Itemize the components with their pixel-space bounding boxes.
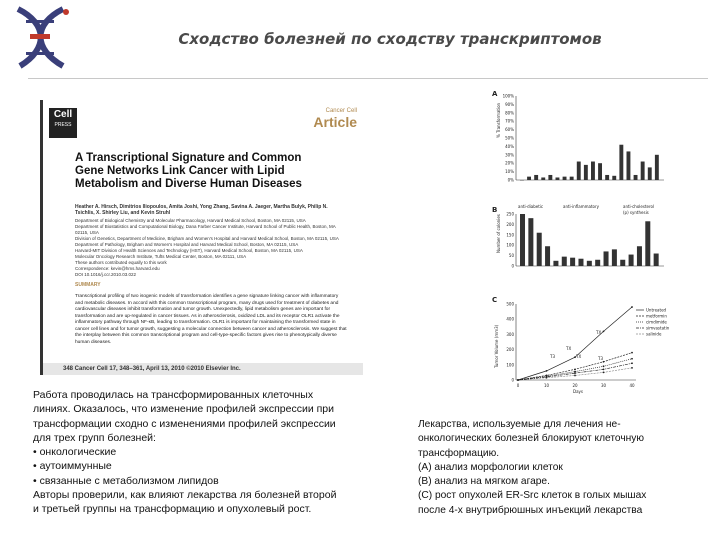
c-xtick: 40 — [629, 383, 635, 388]
text-line: Авторы проверили, как влияют лекарства ля болезней второй — [33, 489, 337, 502]
text-line: (В) анализ на мягком агаре. — [418, 476, 550, 488]
affiliation: Department of Pathology, Brigham and Women's Hospital and Harvard Medical School, Boston, MA 02115, USA — [75, 242, 299, 247]
a-ytick: 80% — [505, 110, 514, 116]
text-line: • связанные с метаболизмом липидов — [33, 474, 219, 487]
text-line: после 4-х внутрибрюшных инъекций лекарства — [418, 504, 643, 516]
c-ytick: 100 — [506, 362, 514, 368]
b-bar — [629, 255, 634, 266]
affiliation: These authors contributed equally to this work — [75, 260, 167, 265]
paper-title-line: Gene Networks Link Cancer with Lipid — [75, 165, 285, 177]
paper-title — [75, 152, 345, 191]
c-point — [546, 370, 548, 372]
text-line: (А) анализ морфологии клеток — [418, 461, 563, 473]
a-bar — [577, 162, 581, 180]
c-annotation: TX — [596, 330, 602, 335]
c-point — [603, 368, 605, 370]
a-bar — [605, 175, 609, 180]
a-bar — [612, 176, 616, 180]
text-line: и третьей группы на трансформацию и опухолевый рост. — [33, 503, 312, 516]
c-ytick: 0 — [511, 377, 514, 383]
a-ytick: 40% — [505, 143, 514, 149]
a-group-label: anti-cholesterol — [623, 204, 655, 209]
paper-image — [40, 100, 363, 375]
title-divider — [28, 78, 708, 79]
c-xtick: 10 — [543, 383, 550, 388]
a-ytick: 100% — [502, 93, 514, 99]
a-ytick: 30% — [505, 152, 514, 158]
panel-a-label: A — [492, 90, 498, 98]
publisher-sub-text: PRESS — [54, 122, 72, 128]
a-bar — [655, 155, 659, 180]
c-point — [603, 330, 605, 332]
c-point — [631, 352, 633, 354]
a-bar — [598, 163, 602, 180]
a-ytick: 60% — [505, 127, 514, 133]
b-bar — [637, 246, 642, 266]
b-bar — [570, 258, 575, 266]
paper-title-line: Metabolism and Diverse Human Diseases — [75, 178, 302, 190]
a-bar — [641, 162, 645, 180]
text-line: трансформации сходно с изменениями профилей экспрессии — [33, 417, 336, 430]
panel-b-label: B — [492, 206, 498, 214]
a-bar — [541, 177, 545, 180]
c-point — [603, 372, 605, 374]
affiliation: Department of Biological Chemistry and Molecular Pharmacology, Harvard Medical School, Boston, MA 02115, USA — [75, 218, 306, 223]
text-line: линиях. Оказалось, что изменение профилей экспрессии при — [33, 403, 334, 416]
a-bar — [627, 151, 631, 180]
b-ylabel: Number of colonies — [496, 214, 501, 253]
a-ytick: 10% — [505, 169, 514, 175]
a-group-label: anti-inflammatory — [563, 204, 599, 209]
slide-title: Сходство болезней по сходству транскриптомов — [178, 30, 602, 48]
b-bar — [604, 251, 609, 266]
a-bar — [570, 177, 574, 180]
text-line: • аутоиммунные — [33, 460, 112, 473]
b-bar — [620, 260, 625, 266]
article-type: Article — [313, 114, 357, 130]
b-ytick: 250 — [506, 211, 514, 217]
c-xlabel: Days — [573, 389, 583, 394]
a-bar — [648, 167, 652, 180]
b-bar — [595, 260, 600, 266]
journal-name: Cancer Cell — [325, 108, 357, 114]
a-bar — [584, 165, 588, 180]
panel-c-label: C — [492, 296, 498, 304]
c-annotation: T3 — [550, 354, 555, 359]
a-bar — [619, 145, 623, 180]
b-bar — [537, 233, 542, 266]
c-point — [574, 375, 576, 377]
c-xtick: 30 — [600, 383, 607, 388]
a-ytick: 70% — [505, 118, 514, 124]
authors-line: Heather A. Hirsch, Dimitrios Iliopoulos, Amita Joshi, Yong Zhang, Savina A. Jaeger, Martha Bulyk, Philip N. Tsichlis, X. Shirley Liu, and Kevin Struhl — [75, 204, 328, 216]
a-ytick: 20% — [505, 160, 514, 166]
affiliation: Molecular Oncology Research Institute, Tufts Medical Center, Boston, MA 02111, USA — [75, 254, 247, 259]
affiliation: Correspondence: kevin@hms.harvard.edu — [75, 266, 160, 271]
a-bar — [634, 175, 638, 180]
figure-panels — [478, 88, 684, 398]
c-legend-label: metformin — [646, 313, 667, 319]
c-ytick: 500 — [506, 301, 514, 307]
c-point — [546, 377, 548, 379]
c-xtick: 0 — [516, 383, 520, 388]
paper-title-line: A Transcriptional Signature and Common — [75, 152, 302, 164]
c-annotation: TX — [566, 346, 572, 351]
a-group-label: anti-diabetic — [518, 204, 544, 209]
c-ytick: 200 — [506, 347, 514, 353]
a-bar — [563, 177, 567, 180]
b-bar — [645, 221, 650, 266]
text-line: • онкологические — [33, 446, 117, 459]
summary-heading: SUMMARY — [75, 282, 101, 288]
publisher-logo-text: Cell — [53, 109, 73, 120]
c-xtick: 20 — [572, 383, 578, 388]
cell-press-logo — [49, 108, 77, 138]
b-bar — [578, 259, 583, 266]
c-point — [574, 372, 576, 374]
c-point — [603, 361, 605, 363]
a-group-label: (p) synthesis — [623, 210, 649, 215]
b-bar — [520, 214, 525, 266]
c-annotation: T3 — [598, 356, 603, 361]
b-bar — [654, 254, 659, 266]
right-description — [418, 418, 708, 518]
text-line: Лекарства, используемые для лечения не- — [418, 419, 621, 430]
c-point — [631, 306, 633, 308]
journal-header — [313, 108, 357, 130]
affiliation: Division of Genetics, Department of Medicine, Brigham and Women's Hospital and Harvard Medical School, Boston, MA 02115, USA — [75, 236, 339, 241]
c-point — [603, 365, 605, 367]
b-bar — [528, 218, 533, 266]
text-line: онкологических болезней блокируют клеточную — [418, 433, 645, 445]
b-bar — [545, 246, 550, 266]
paper-footer: 348 Cancer Cell 17, 348–361, April 13, 2010 ©2010 Elsevier Inc. — [43, 363, 363, 375]
dna-logo-icon — [8, 4, 78, 70]
text-line: для трех групп болезней: — [33, 431, 156, 444]
left-description — [33, 388, 393, 517]
affiliation: Harvard-MIT Division of Health Sciences and Technology (HST), Harvard Medical School, Boston, MA 02115, USA — [75, 248, 303, 253]
b-bar — [553, 261, 558, 266]
c-point — [631, 362, 633, 364]
figure-svg — [478, 88, 684, 398]
paper-authors — [75, 204, 345, 278]
b-bar — [612, 249, 617, 266]
c-ytick: 300 — [506, 331, 514, 337]
a-ylabel: % Transformation — [496, 102, 501, 138]
a-bar — [534, 175, 538, 180]
a-bar — [556, 177, 560, 180]
a-ytick: 90% — [505, 101, 514, 107]
b-bar — [562, 257, 567, 266]
b-bar — [587, 261, 592, 266]
c-point — [574, 368, 576, 370]
affiliation: DOI 10.1016/j.ccr.2010.03.022 — [75, 272, 137, 277]
affiliation: Department of Biostatistics and Computational Biology, Dana Farber Cancer Institute, Harvard School of Public Health, Boston, MA 02115, USA — [75, 224, 336, 235]
b-ytick: 0 — [511, 263, 514, 269]
a-ytick: 50% — [505, 135, 514, 141]
c-point — [631, 358, 633, 360]
b-ytick: 50 — [508, 253, 514, 259]
c-point — [631, 367, 633, 369]
a-bar — [527, 177, 531, 180]
a-bar — [591, 162, 595, 180]
text-line: трансформацию. — [418, 447, 500, 459]
c-annotation: TX — [576, 354, 582, 359]
a-bar — [548, 175, 552, 180]
b-ytick: 100 — [506, 242, 514, 248]
c-ytick: 400 — [506, 316, 514, 322]
summary-text: Transcriptional profiling of two isogenic models of transformation identifies a gene signature linking cancer with inflammatory and metabolic diseases. In accord with this common transcriptional program, many drugs used for treatment of diabetes and cardiovascular diseases inhibit transformation and tumor growth. Unexpectedly, lipid metabolism genes are important for transformation and are up-regulated in cancer tissues. As in atherosclerosis, oxidized LDL and its receptor OLR1 activate the inflammatory pathway through NF-κB, leading to transformation. OLR1 is important for maintaining the transformed state in cancer cell lines and for tumor growth, suggesting a molecular connection between cancer and atherosclerosis. We suggest that the interplay between this common transcriptional program and cell-type-specific factors gives rise to phenotypically diverse human diseases. — [75, 294, 347, 345]
c-point — [517, 379, 519, 381]
c-ylabel: Tumor Volume (mm3) — [494, 324, 499, 368]
c-legend-label: simvastatin — [646, 325, 670, 331]
text-line: Работа проводилась на трансформированных клеточных — [33, 389, 314, 401]
text-line: (С) рост опухолей ER-Src клеток в голых мышах — [418, 490, 647, 502]
c-legend-label: salinide — [646, 331, 662, 337]
c-legend-label: Untreated — [646, 307, 667, 313]
a-ytick: 0% — [507, 177, 514, 183]
b-ytick: 150 — [506, 232, 514, 238]
c-legend-label: cimdimide — [646, 319, 667, 325]
b-ytick: 200 — [506, 221, 514, 227]
